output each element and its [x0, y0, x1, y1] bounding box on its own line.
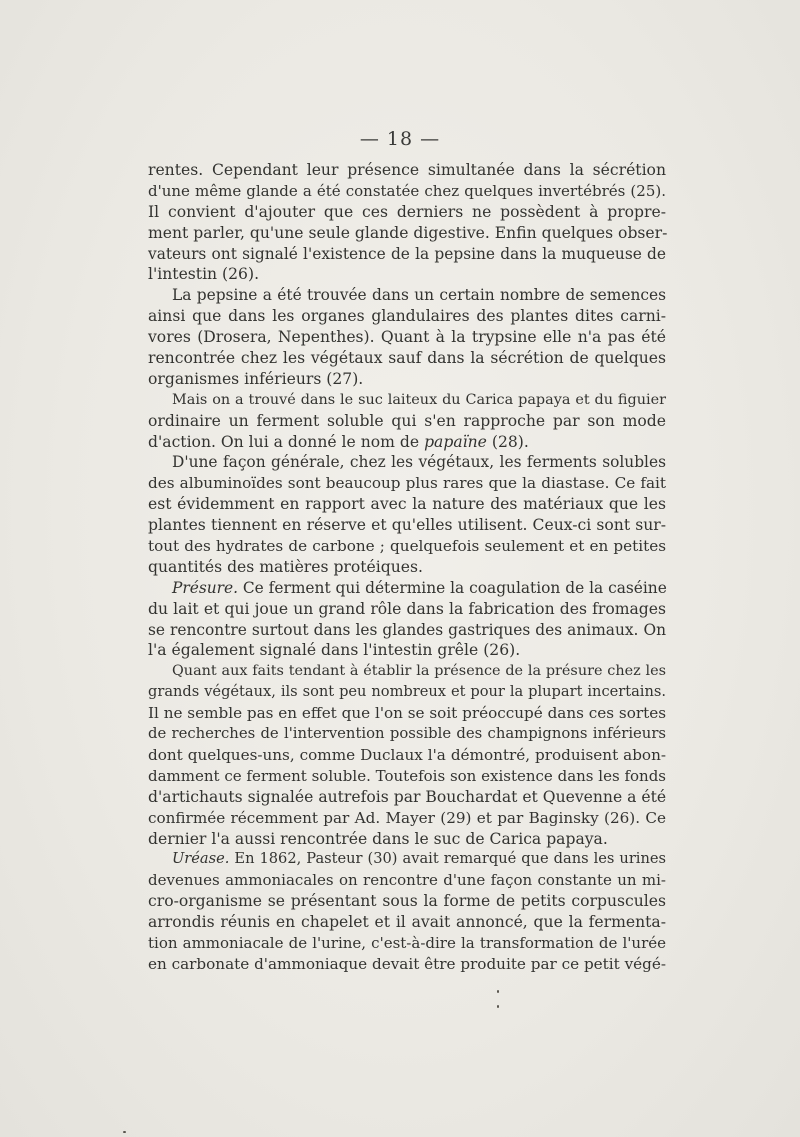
line-text: tout des hydrates de carbone ; quelquefois seulement et en petites: [148, 537, 666, 556]
line-text: vores (Drosera, Nepenthes). Quant à la trypsine elle n'a pas été: [148, 328, 666, 347]
line-text: d'artichauts signalée autrefois par Bouchardat et Quevenne a été: [148, 787, 667, 806]
line-text: ordinaire un ferment soluble qui s'en rapproche par son mode: [148, 411, 666, 430]
text-line: [148, 724, 666, 745]
line-text: damment ce ferment soluble. Toutefois son existence dans les fonds: [148, 766, 666, 785]
paper-speck: [497, 1005, 499, 1008]
line-text: Il ne semble pas en effet que l'on se soit préoccupé dans ces sortes: [148, 704, 666, 723]
body-text: [148, 160, 666, 975]
line-text: est évidemment en rapport avec la nature des matériaux que les: [148, 495, 666, 514]
line-text: du lait et qui joue un grand rôle dans la fabrication des fromages: [148, 599, 666, 618]
text-line: [148, 829, 666, 850]
text-line: [148, 181, 666, 202]
line-text: des albuminoïdes sont beaucoup plus rares que la diastase. Ce fait: [148, 474, 666, 493]
line-text: quantités des matières protéiques.: [148, 557, 423, 576]
text-line: [148, 849, 666, 870]
text-line: [148, 348, 666, 369]
text-line: [148, 264, 666, 285]
line-text: La pepsine a été trouvée dans un certain nombre de semences: [172, 286, 666, 305]
line-text: cro-organisme se présentant sous la forme de petits corpuscules: [148, 892, 666, 911]
line-text: se rencontre surtout dans les glandes gastriques des animaux. On: [148, 620, 666, 639]
italic-term: papaïne: [424, 432, 487, 451]
text-line: [148, 223, 666, 244]
line-text: ment parler, qu'une seule glande digestive. Enfin quelques obser-: [148, 223, 668, 242]
line-text: devenues ammoniacales on rencontre d'une façon constante un mi-: [148, 871, 666, 890]
text-line: [148, 745, 666, 766]
text-line: [148, 933, 666, 954]
italic-term: Présure.: [172, 578, 238, 597]
paper-speck: [123, 1131, 126, 1133]
line-text: dernier l'a aussi rencontrée dans le suc de Carica papaya.: [148, 829, 608, 848]
text-line: [148, 682, 666, 703]
text-line: [148, 787, 666, 808]
text-line: [148, 954, 666, 975]
text-line: [148, 432, 666, 453]
line-text: rencontrée chez les végétaux sauf dans la sécrétion de quelques: [148, 349, 666, 368]
text-line: [148, 327, 666, 348]
text-line: [148, 411, 666, 432]
line-text: d'une même glande a été constatée chez quelques invertébrés (25).: [148, 181, 666, 200]
text-line: [148, 578, 666, 599]
line-text: rentes. Cependant leur présence simultanée dans la sécrétion: [148, 161, 666, 179]
text-line: [148, 620, 666, 641]
line-text: grands végétaux, ils sont peu nombreux et pour la plupart incertains.: [148, 683, 666, 701]
line-text: organismes inférieurs (27).: [148, 369, 364, 388]
line-text: Quant aux faits tendant à établir la présence de la présure chez les: [172, 663, 666, 680]
text-line: [148, 515, 666, 536]
paper-speck: [497, 990, 499, 993]
line-text: confirmée récemment par Ad. Mayer (29) et par Baginsky (26). Ce: [148, 808, 666, 827]
text-line: [148, 285, 666, 306]
text-line: [148, 202, 666, 223]
italic-term: Uréase.: [172, 850, 230, 868]
text-line: [148, 912, 666, 933]
line-text: d'action. On lui a donné le nom de: [148, 432, 420, 451]
text-line: [148, 599, 666, 620]
text-line: [148, 390, 666, 411]
text-line: [148, 369, 666, 390]
line-text: En 1862, Pasteur (30) avait remarqué que dans les urines: [229, 850, 666, 868]
text-line: [148, 870, 666, 891]
text-line: [148, 244, 666, 265]
text-line: [148, 703, 666, 724]
line-text-after: (28).: [486, 432, 529, 451]
text-line: [148, 891, 666, 912]
text-line: [148, 536, 666, 557]
line-text: Mais on a trouvé dans le suc laiteux du Carica papaya et du figuier: [172, 391, 666, 408]
text-line: [148, 452, 666, 473]
page-number: — 18 —: [359, 128, 441, 150]
text-line: [148, 494, 666, 515]
text-line: [148, 661, 666, 682]
line-text: Ce ferment qui détermine la coagulation de la caséine: [238, 578, 667, 597]
line-text: arrondis réunis en chapelet et il avait annoncé, que la fermenta-: [148, 913, 666, 932]
line-text: dont quelques-uns, comme Duclaux l'a démontré, produisent abon-: [148, 745, 666, 764]
text-line: [148, 640, 666, 661]
line-text: en carbonate d'ammoniaque devait être produite par ce petit végé-: [148, 954, 666, 973]
line-text: tion ammoniacale de l'urine, c'est-à-dire la transformation de l'urée: [148, 933, 666, 952]
line-text: plantes tiennent en réserve et qu'elles utilisent. Ceux-ci sont sur-: [148, 516, 666, 535]
line-text: l'a également signalé dans l'intestin grêle (26).: [148, 641, 521, 660]
line-text: de recherches de l'intervention possible des champignons inférieurs: [148, 725, 666, 743]
text-line: [148, 766, 666, 787]
line-text: Il convient d'ajouter que ces derniers ne possèdent à propre-: [148, 202, 666, 221]
text-line: [148, 473, 666, 494]
line-text: D'une façon générale, chez les végétaux, les ferments solubles: [172, 453, 666, 472]
line-text: l'intestin (26).: [148, 265, 260, 284]
text-line: [148, 808, 666, 829]
text-line: [148, 306, 666, 327]
text-line: [148, 160, 666, 181]
line-text: ainsi que dans les organes glandulaires des plantes dites carni-: [148, 307, 666, 326]
text-line: [148, 557, 666, 578]
line-text: vateurs ont signalé l'existence de la pepsine dans la muqueuse de: [148, 244, 666, 263]
